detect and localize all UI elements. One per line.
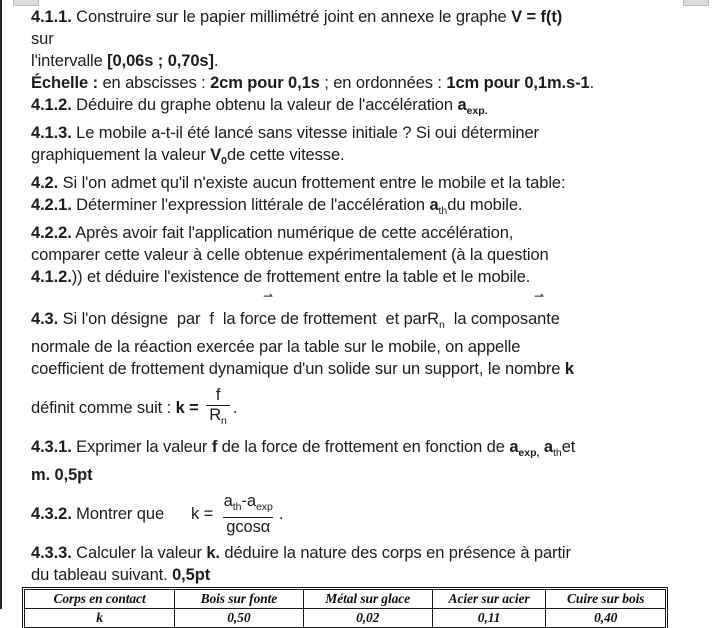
text-segment: -a	[241, 491, 256, 510]
top-right-handle[interactable]	[683, 0, 709, 6]
text-line	[31, 244, 714, 266]
text-segment: 4.3.2.	[31, 505, 72, 523]
text-segment: k	[564, 360, 574, 378]
text-line	[31, 28, 714, 50]
left-border-line	[0, 0, 2, 609]
text-line	[31, 222, 714, 244]
table-header-cell: Corps en contact	[25, 590, 175, 609]
text-segment: n	[438, 319, 445, 331]
text-line	[31, 564, 714, 586]
text-segment: V = f(t)	[511, 8, 563, 26]
text-segment: a	[429, 196, 439, 214]
text-line	[31, 358, 714, 380]
text-segment: 4.3.	[31, 310, 59, 328]
table-cell: 0,50	[175, 609, 304, 628]
text-line	[31, 50, 714, 72]
table-header-cell: Cuire sur bois	[546, 590, 666, 609]
fraction	[206, 386, 230, 431]
text-line	[31, 436, 714, 464]
text-segment: et	[561, 438, 576, 456]
text-segment: Exprimer la valeur	[71, 438, 212, 456]
text-segment: Après avoir fait l'application numérique de cette accélération,	[71, 224, 514, 242]
text-segment: 0	[221, 155, 227, 167]
text-segment: a	[543, 438, 553, 456]
table-header-cell: Acier sur acier	[432, 590, 546, 609]
text-segment: la composante	[444, 310, 560, 328]
contact-coefficient-table	[24, 589, 666, 628]
text-segment: 4.1.3.	[31, 124, 72, 142]
text-segment: Construire sur le papier millimétré joint en annexe le graphe	[71, 8, 512, 26]
text-segment: a	[457, 96, 467, 114]
table-header-cell: Métal sur glace	[303, 590, 432, 609]
table-header-cell: Bois sur fonte	[175, 590, 304, 609]
text-line	[31, 464, 714, 486]
table-cell: k	[25, 609, 175, 628]
text-line	[31, 144, 714, 172]
text-segment: th	[232, 500, 242, 513]
text-segment: sur	[31, 30, 54, 48]
text-segment: a	[223, 491, 233, 510]
text-segment: gcosα	[226, 517, 271, 536]
top-left-handle[interactable]	[13, 0, 39, 6]
text-segment: V	[210, 146, 222, 164]
text-segment: 4.2.1.	[31, 196, 72, 214]
table-cell: 0,40	[546, 609, 666, 628]
text-line	[31, 336, 714, 358]
text-segment: exp	[255, 500, 273, 513]
text-segment: du tableau suivant.	[31, 566, 173, 584]
text-line	[31, 172, 714, 194]
text-segment: k =	[190, 505, 218, 523]
text-line	[31, 194, 714, 222]
text-segment: f	[215, 385, 221, 404]
text-segment: [0,06s ; 0,70s]	[107, 52, 214, 70]
text-segment: 4.3.3.	[31, 544, 72, 562]
text-segment: déduire la nature des corps en présence à partir	[219, 544, 571, 562]
text-segment: k =	[175, 399, 204, 417]
text-segment: .	[232, 399, 238, 417]
text-segment: Échelle :	[31, 74, 98, 92]
text-segment: Calculer la valeur	[71, 544, 207, 562]
text-segment: de cette vitesse.	[226, 146, 345, 164]
text-segment: 0,5pt	[54, 466, 93, 484]
text-segment: Si l'on admet qu'il n'existe aucun frottement entre le mobile et la table:	[58, 174, 566, 192]
text-segment: exp,	[518, 447, 540, 459]
table-header-row	[25, 590, 666, 609]
text-segment: de la force de frottement en fonction de	[217, 438, 510, 456]
table-cell: 0,02	[303, 609, 432, 628]
vector-arrow-line	[31, 288, 714, 308]
text-line	[31, 122, 714, 144]
text-segment: f	[211, 438, 218, 456]
text-segment: .	[213, 52, 219, 70]
text-segment: ; en ordonnées :	[319, 74, 447, 92]
text-segment: l'intervalle	[31, 52, 108, 70]
text-segment: .	[589, 74, 595, 92]
table-row	[25, 609, 666, 628]
formula-line	[31, 486, 714, 542]
text-line	[31, 72, 714, 94]
text-segment: )) et déduire l'existence de frottement entre la table et le mobile.	[71, 268, 531, 286]
text-segment: 4.1.1.	[31, 8, 72, 26]
text-segment: 4.1.2.	[31, 96, 72, 114]
text-segment: définit comme suit :	[31, 399, 176, 417]
text-segment: coefficient de frottement dynamique d'un solide sur un support, le nombre	[31, 360, 565, 378]
table-cell: 0,11	[432, 609, 546, 628]
text-line	[31, 94, 714, 122]
text-segment: exp.	[466, 105, 488, 117]
text-line	[31, 308, 714, 336]
text-segment: 1cm pour 0,1m.s-1	[446, 74, 590, 92]
text-segment: Déterminer l'expression littérale de l'accélération	[71, 196, 430, 214]
text-line	[31, 6, 714, 28]
text-segment: normale de la réaction exercée par la table sur le mobile, on appelle	[31, 338, 521, 356]
text-segment: comparer cette valeur à celle obtenue expérimentalement (à la question	[31, 246, 549, 264]
text-segment: du mobile.	[447, 196, 523, 214]
text-segment: Déduire du graphe obtenu la valeur de l'accélération	[71, 96, 458, 114]
text-segment: m.	[31, 466, 51, 484]
text-segment: th	[552, 447, 562, 459]
text-line	[31, 266, 714, 288]
text-segment: 4.1.2.	[31, 268, 72, 286]
text-segment: Le mobile a-t-il été lancé sans vitesse initiale ? Si oui déterminer	[71, 124, 539, 142]
text-segment: 4.3.1.	[31, 438, 72, 456]
text-line	[31, 542, 714, 564]
text-segment: a	[509, 438, 519, 456]
text-segment: R	[209, 405, 222, 424]
text-segment: R	[427, 310, 439, 328]
text-segment: graphiquement la valeur	[31, 146, 211, 164]
text-segment: .	[278, 505, 284, 523]
text-segment: 4.2.2.	[31, 224, 72, 242]
text-segment: th	[438, 205, 448, 217]
vector-arrow-icon: ⇀	[534, 289, 544, 303]
formula-line	[31, 380, 714, 436]
text-segment: Si l'on désigne par f la force de frottement et par	[58, 310, 428, 328]
text-segment: 0,5pt	[172, 566, 211, 584]
text-segment: k.	[206, 544, 220, 562]
text-segment: 4.2.	[31, 174, 59, 192]
vector-arrow-icon: ⇀	[263, 289, 273, 303]
text-segment: Montrer que	[71, 505, 191, 523]
fraction	[221, 492, 276, 537]
text-segment: 2cm pour 0,1s	[210, 74, 320, 92]
text-segment: n	[221, 414, 227, 427]
text-segment: en abscisses :	[97, 74, 211, 92]
